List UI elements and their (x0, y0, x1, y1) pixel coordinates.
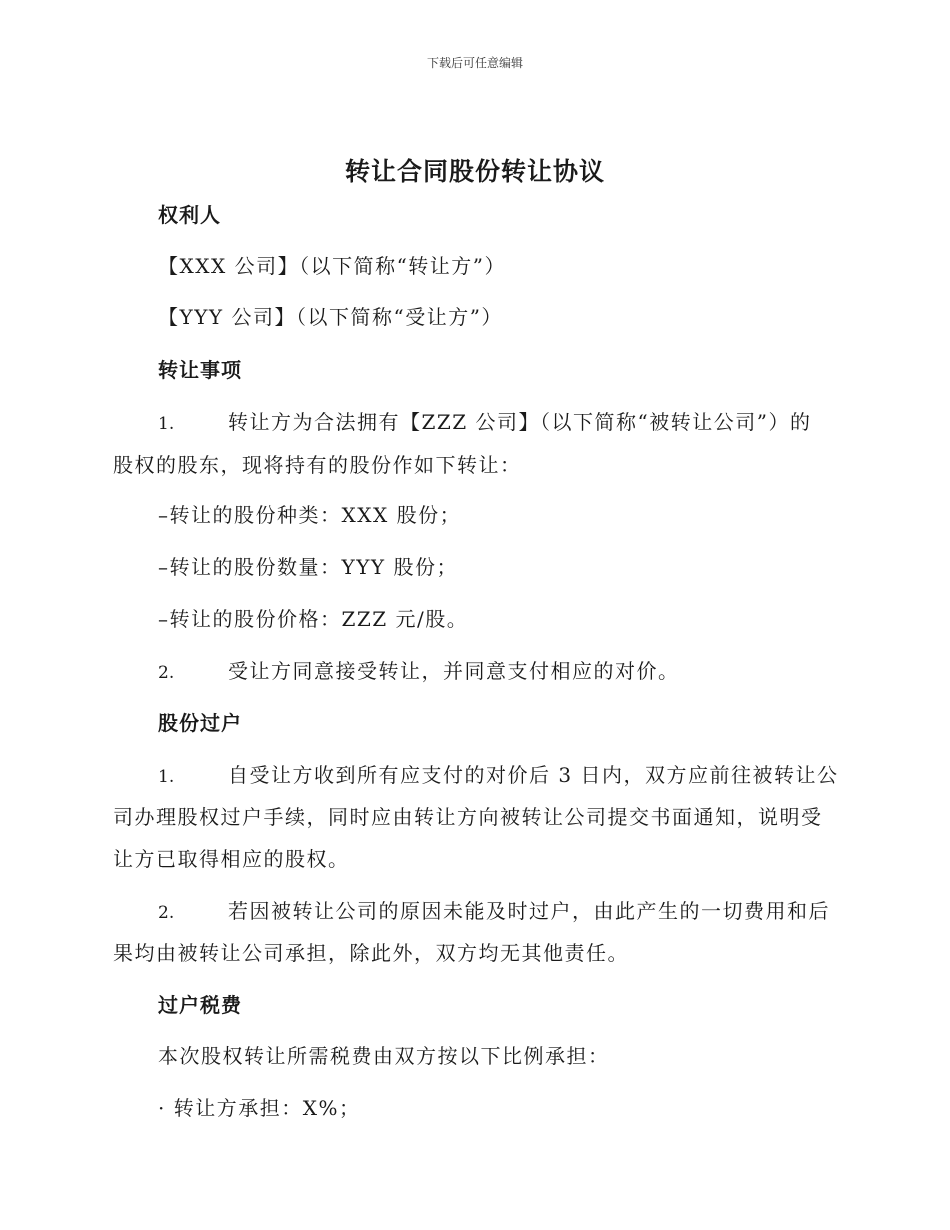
share-transfer-item-2-line-1 (158, 895, 830, 924)
transfer-item-2 (158, 655, 680, 684)
party-a-text: 【XXX 公司】（以下简称“转让方”） (158, 254, 507, 278)
transfer-item-1-line-1 (158, 406, 812, 435)
document-title: 转让合同股份转让协议 (344, 157, 605, 186)
share-transfer-item-1-line-1 (158, 759, 838, 788)
transfer-item-2-text: 受让方同意接受转让，并同意支付相应的对价。 (228, 659, 680, 683)
transfer-item-1-number: 1. (158, 414, 175, 434)
share-transfer-item-2-text-1: 若因被转让公司的原因未能及时过户，由此产生的一切费用和后 (228, 899, 830, 923)
transfer-item-1-line-2: 股权的股东，现将持有的股份作如下转让： (113, 453, 522, 477)
transfer-bullet-price: –转让的股份价格：ZZZ 元/股。 (158, 607, 469, 631)
header-note: 下载后可任意编辑 (426, 56, 523, 70)
party-b-text: 【YYY 公司】（以下简称“受让方”） (158, 305, 503, 329)
share-transfer-item-1-line-2: 司办理股权过户手续，同时应由转让方向被转让公司提交书面通知，说明受 (113, 805, 823, 829)
section-heading-parties: 权利人 (158, 203, 221, 227)
share-transfer-item-1-number: 1. (158, 767, 175, 787)
taxes-intro: 本次股权转让所需税费由双方按以下比例承担： (158, 1044, 610, 1068)
transfer-bullet-type: –转让的股份种类：XXX 股份； (158, 503, 462, 527)
transfer-item-1-text-1: 转让方为合法拥有【ZZZ 公司】（以下简称“被转让公司”）的 (228, 410, 812, 434)
taxes-bullet-transferor: · 转让方承担：X%； (158, 1096, 361, 1120)
share-transfer-item-2-number: 2. (158, 903, 175, 923)
transfer-bullet-quantity: –转让的股份数量：YYY 股份； (158, 555, 458, 579)
section-heading-share-transfer: 股份过户 (158, 711, 242, 735)
section-heading-transfer-items: 转让事项 (158, 358, 242, 382)
transfer-item-2-number: 2. (158, 663, 175, 683)
section-heading-transfer-taxes: 过户税费 (158, 993, 242, 1017)
share-transfer-item-2-line-2: 果均由被转让公司承担，除此外，双方均无其他责任。 (113, 941, 629, 965)
share-transfer-item-1-text-1: 自受让方收到所有应支付的对价后 3 日内，双方应前往被转让公 (228, 763, 839, 787)
share-transfer-item-1-line-3: 让方已取得相应的股权。 (113, 847, 350, 871)
